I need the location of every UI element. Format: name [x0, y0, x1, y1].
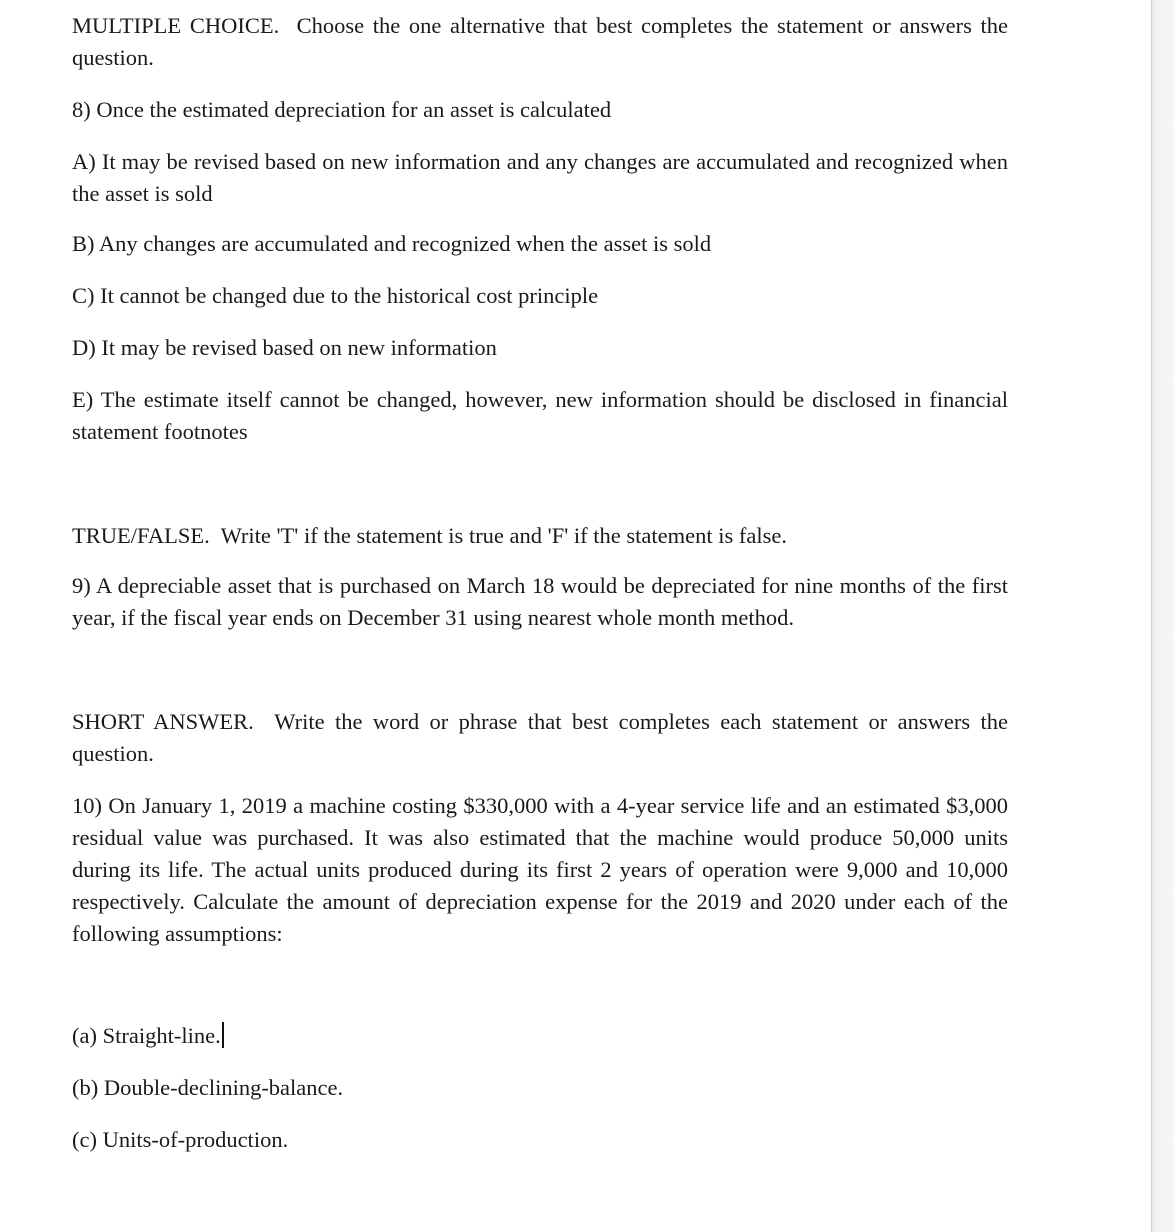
question-8-option-a: A) It may be revised based on new information and any changes are accumulated and recognized when the asset is sold [72, 149, 1008, 206]
question-8-option-e: E) The estimate itself cannot be changed, however, new information should be disclosed in financial statement footnotes [72, 387, 1008, 444]
question-8-option-c: C) It cannot be changed due to the historical cost principle [72, 283, 599, 308]
sa-section-header [72, 706, 1008, 770]
question-8-option-b: B) Any changes are accumulated and recognized when the asset is sold [72, 231, 712, 256]
window-edge-gutter [1151, 0, 1174, 1232]
tf-instruction: Write 'T' if the statement is true and 'F' if the statement is false. [220, 523, 787, 548]
text-cursor [222, 1022, 224, 1048]
question-10-part-a[interactable] [72, 1020, 1008, 1052]
tf-heading: TRUE/FALSE. [72, 523, 210, 548]
question-10-part-b: (b) Double-declining-balance. [72, 1075, 344, 1100]
question-9: 9) A depreciable asset that is purchased on March 18 would be depreciated for nine months of the first year, if the fiscal year ends on December 31 using nearest whole month method. [72, 573, 1008, 630]
question-10: 10) On January 1, 2019 a machine costing $330,000 with a 4-year service life and an estimated $3,000 residual value was purchased. It was also estimated that the machine would produce 50,000 units during its life. The actual units produced during its first 2 years of operation were 9,000 and 10,000 respectively. Calculate the amount of depreciation expense for the 2019 and 2020 under each of the following assumptions: [72, 793, 1008, 946]
sa-instruction: Write the word or phrase that best completes each statement or answers the question. [72, 709, 1009, 766]
question-10-part-c: (c) Units-of-production. [72, 1127, 289, 1152]
sa-heading: SHORT ANSWER. [72, 709, 254, 734]
part-a-text: (a) Straight-line. [72, 1023, 221, 1048]
mc-heading: MULTIPLE CHOICE. [72, 13, 280, 38]
mc-section-header [72, 10, 1008, 74]
question-8-option-d: D) It may be revised based on new information [72, 335, 497, 360]
tf-section-header [72, 520, 1008, 552]
mc-instruction: Choose the one alternative that best completes the statement or answers the question. [72, 13, 1008, 70]
question-8-stem: 8) Once the estimated depreciation for an asset is calculated [72, 97, 612, 122]
